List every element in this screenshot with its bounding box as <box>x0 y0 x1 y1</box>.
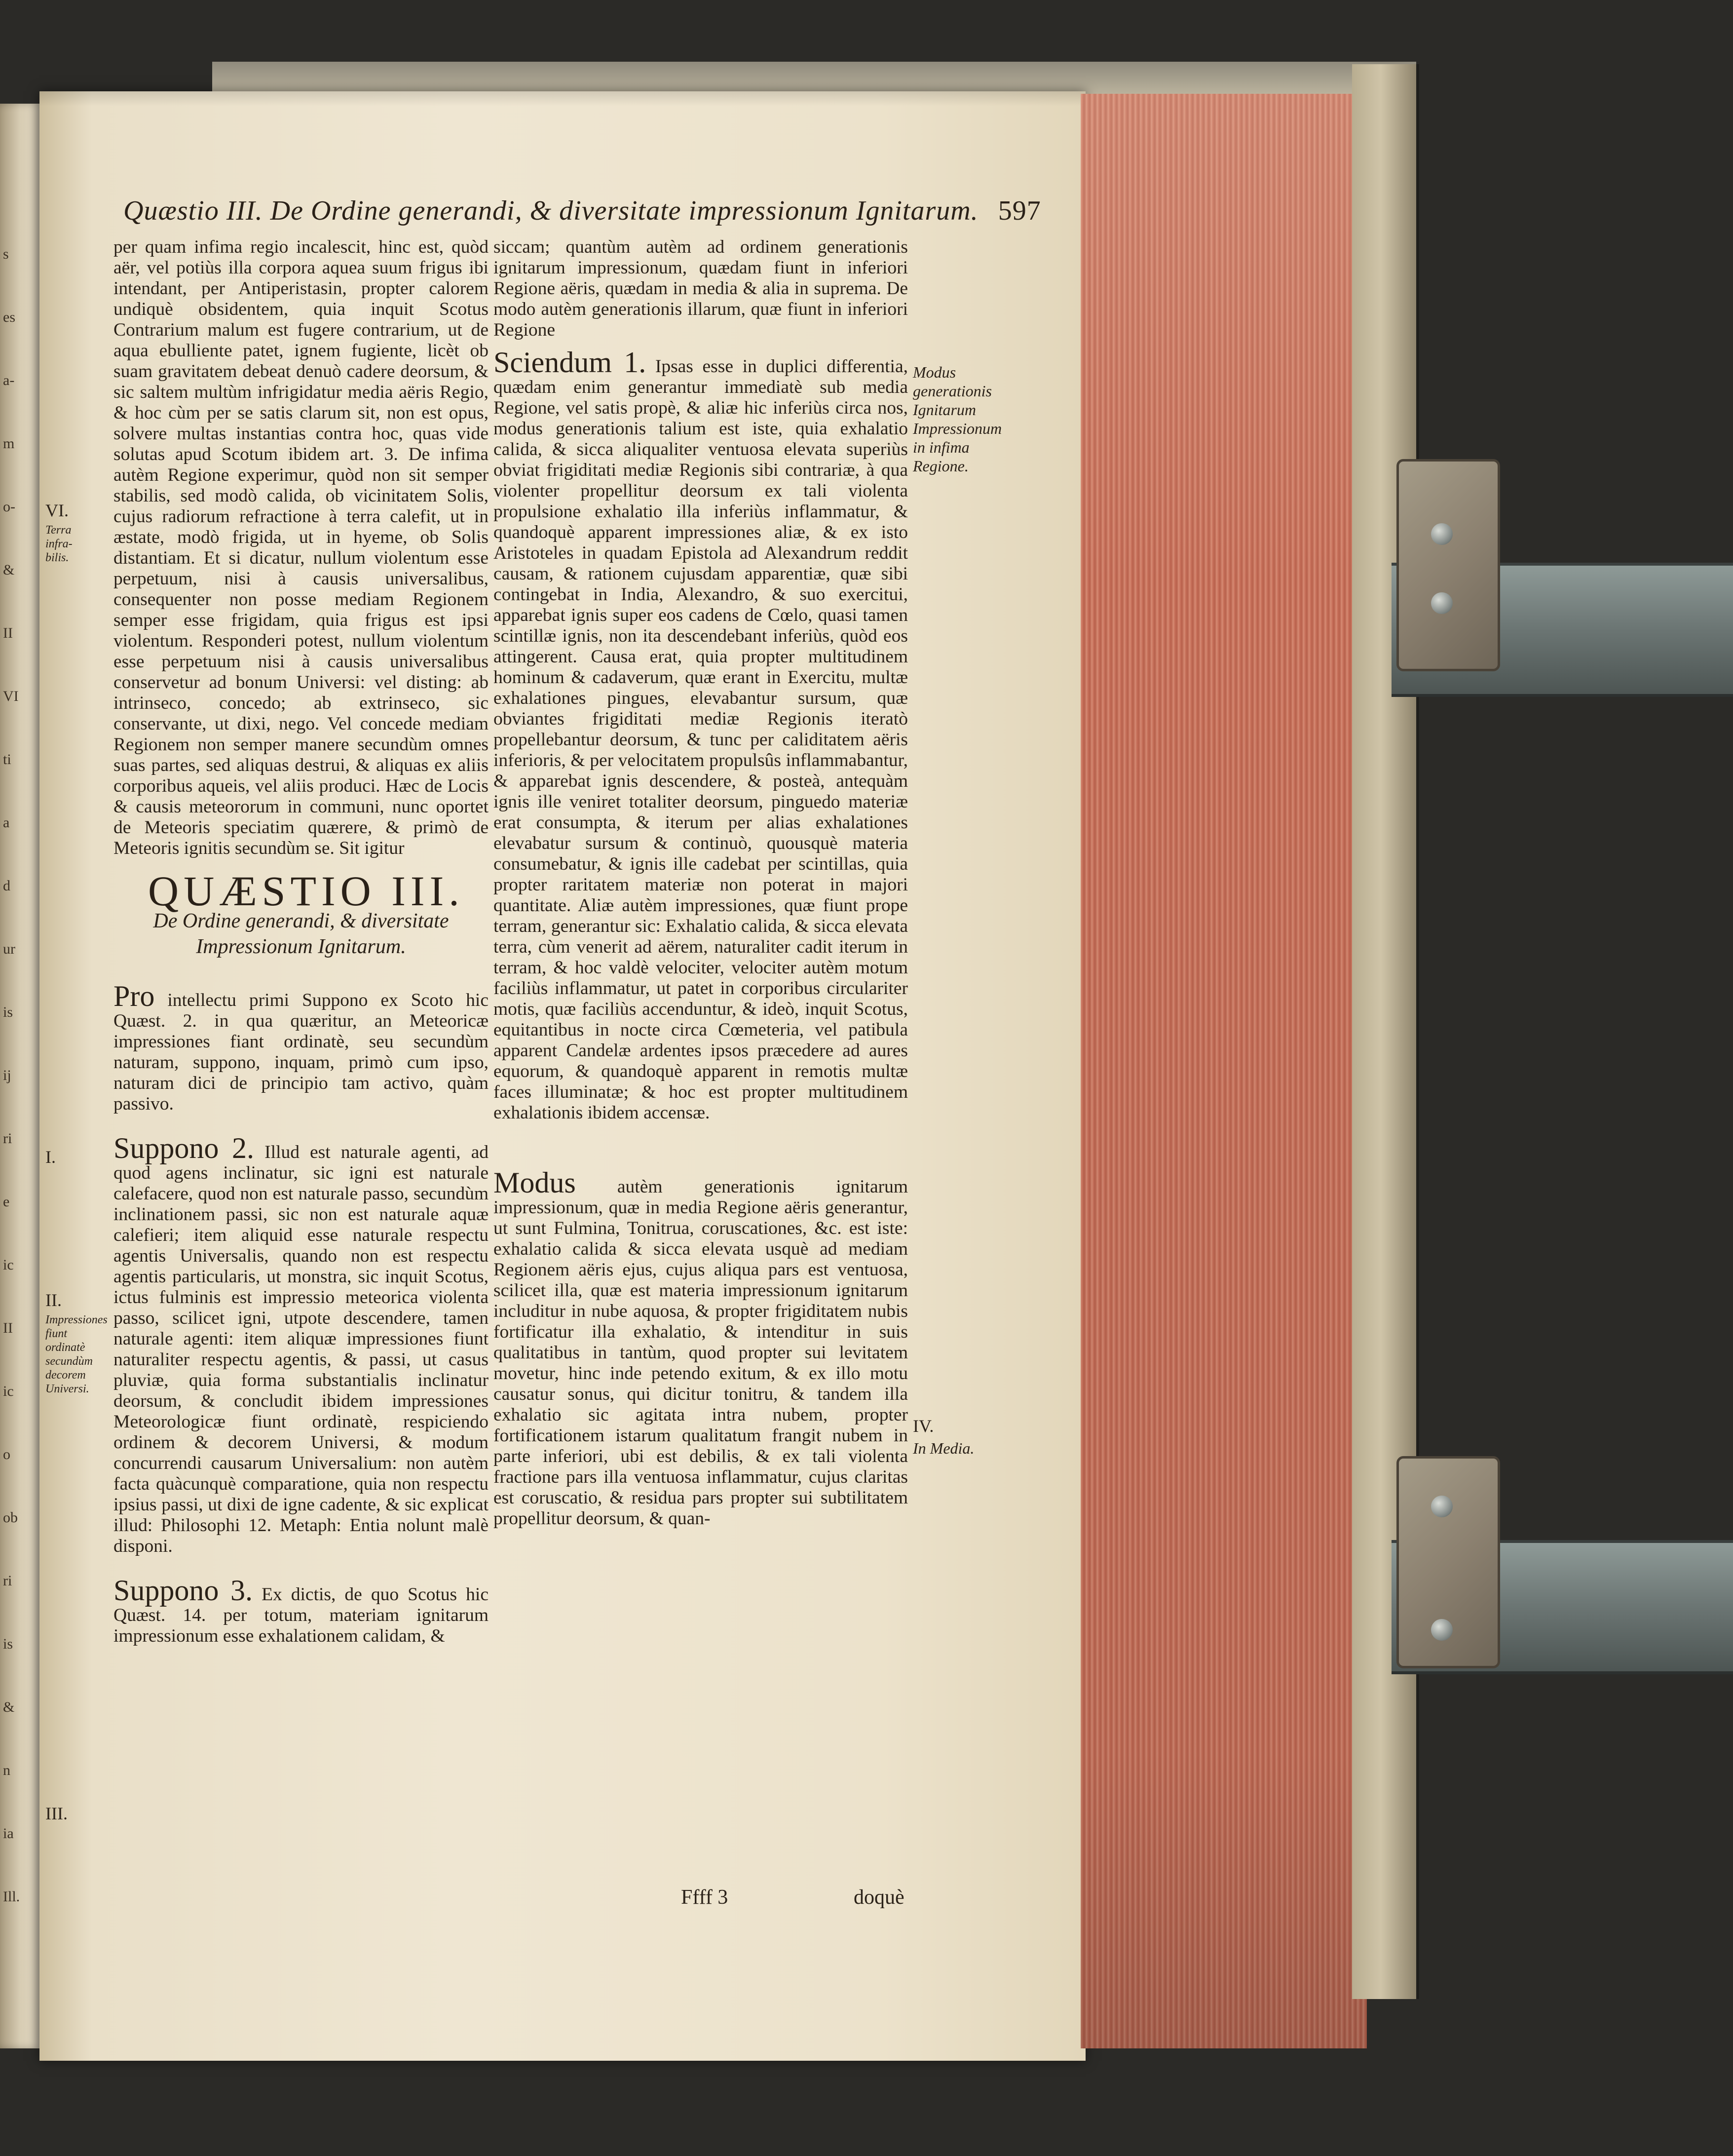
facing-page-fragment: a <box>3 814 10 831</box>
rivet-icon <box>1431 1619 1453 1641</box>
facing-page-fragment: es <box>3 309 15 325</box>
facing-page-fragment: d <box>3 878 10 894</box>
left-text-column <box>113 237 489 1647</box>
facing-page-fragment: a- <box>3 372 15 388</box>
facing-page-fragment: is <box>3 1636 13 1652</box>
initial-word: Sciendum 1. <box>493 346 646 379</box>
signature-mark: Ffff 3 <box>681 1886 728 1909</box>
facing-page-fragment: ic <box>3 1383 14 1399</box>
catchword: doquè <box>854 1886 904 1909</box>
paragraph <box>493 1168 908 1529</box>
facing-page-fragment: s <box>3 246 9 262</box>
margin-numeral: IV. <box>913 1416 934 1436</box>
paragraph-text: autèm generationis ignitarum impressionum, quæ in media Regione aëris generantur, ut sunt Fulmina, Tonitrua, coruscationes, &c. est iste: exhalatio calida & sicca elevata usquè ad mediam Regionem aëris ejus, cujus aliqua pars est ventuosa, scilicet illa, quæ est materia impressionum ignitarum includitur in nube aquosa, & propter frigiditatem nubis fortificatur illa exhalatio, & intenditur in suis qualitatibus in tantùm, quod propter sui levitatem movetur, hinc inde petendo exitum, & ex illo motu causatur sonus, qui dicitur tonitru, & tandem illa exhalatio sic agitata intra nubem, propter fortificationem istarum qualitatum frangit nubem in parte inferiori, ubi est debilis, & ex tali violenta fractione pars illa ventuosa inflammatur, cujus claritas est coruscatio, & residua pars propter sui subtilitatem propellitur deorsum, & quan- <box>493 1177 908 1529</box>
facing-page-fragment: II <box>3 625 13 641</box>
margin-numeral: II. <box>45 1290 62 1310</box>
paragraph: siccam; quantùm autèm ad ordinem generationis ignitarum impressionum, quædam fiunt in inferiori Regione aëris, quædam in media & alia in suprema. De modo autèm generationis illarum, quæ fiunt in inferiori Regione <box>493 237 908 340</box>
facing-page-fragment: Ill. <box>3 1888 20 1905</box>
facing-page-fragment: ob <box>3 1509 18 1526</box>
facing-page-fragment: ia <box>3 1825 14 1842</box>
paragraph <box>113 1576 489 1647</box>
paragraph <box>113 981 489 1115</box>
facing-page-fragment: o- <box>3 499 15 515</box>
rivet-icon <box>1431 523 1453 545</box>
initial-word: Pro <box>113 980 155 1012</box>
facing-page-fragment: e <box>3 1194 10 1210</box>
facing-page-fragment: ti <box>3 751 11 768</box>
running-title: Quæstio III. De Ordine generandi, & diversitate impressionum Ignitarum. <box>123 195 979 226</box>
paragraph-text: Illud est naturale agenti, ad quod agens inclinatur, sic igni est naturale calefacere, quod non est naturale passo, secundùm inclinationem passi, sic non est naturale aquæ calefieri; item aliquid esse naturale respectu agentis Universalis, quando non est respectu agentis particularis, ut monstra, sic inquit Scotus, ictus fulminis est impressio meteorica violenta passo, scilicet igni, utpote descendere, tamen naturale agenti: item aliquæ impressiones fiunt naturaliter respectu agentis, & passi, ut casus pluviæ, quia forma substantialis inclinatur deorsum, & concludit ibidem impressiones Meteorologicæ fiunt ordinatè, respiciendo ordinem & decorem Universi, & modum concurrendi causarum Universalium: non autèm facta quàcunquè comparatione, quia non respectu ipsius passi, ut dixi de igne cadente, & sic explicat illud: Philosophi 12. Metaph: Entia nolunt malè disponi. <box>113 1142 489 1556</box>
facing-page-fragment: ur <box>3 941 15 957</box>
paragraph-text: intellectu primi Suppono ex Scoto hic Quæst. 2. in qua quæritur, an Meteoricæ impressiones fiant ordinatè, seu secundùm naturam, suppono, inquam, primò cum ipso, naturam dici de principio tam activo, quàm passivo. <box>113 990 489 1114</box>
paragraph <box>113 1133 489 1557</box>
page-shadow <box>39 91 1086 106</box>
margin-numeral: III. <box>45 1804 68 1823</box>
rivet-icon <box>1431 1496 1453 1517</box>
paragraph: per quam infima regio incalescit, hinc est, quòd aër, vel potiùs illa corpora aquea suum frigus ibi intendant, per Antiperistasin, propter calorem undiquè obsidentem, quia inquit Scotus Contrarium malum est fugere contrarium, ut de aqua ebulliente patet, ignem fugiente, licèt ob suam gravitatem debeat denuò cadere deorsum, & sic saltem multùm infrigidatur media aëris Regio, & hoc cùm per se satis clarum sit, non est opus, solvere multas instantias contra hoc, quas vide solutas apud Scotum ibidem art. 3. De infima autèm Regione experimur, quòd non sit semper stabilis, sed modò calida, ob vicinitatem Solis, cujus radiorum refractione à terra calefit, ut in æstate, modò frigida, ut in hyeme, ob Solis distantiam. Et si dicatur, nullum violentum esse perpetuum, nisi à causis universalibus, consequenter non posse mediam Regionem semper esse frigidam, quia frigus est ipsi violentum. Responderi potest, nullum violentum esse perpetuum nisi à causis universalibus conservetur ad bonum Universi: vel disting: ab intrinseco, concedo; ab extrinseco, sic conservante, ut dixi, nego. Vel concede mediam Regionem non semper manere secundùm omnes suas partes, sed aliquas destrui, & aliquas ex aliis corporibus aqueis, vel aliis produci. Hæc de Locis & causis meteororum in communi, nunc oportet de Meteoris speciatim quærere, & primò de Meteoris ignitis secundùm se. Sit igitur <box>113 237 489 858</box>
margin-numeral: I. <box>45 1147 56 1167</box>
margin-note: Terra infra-bilis. <box>45 524 73 564</box>
facing-page-fragment: ic <box>3 1257 14 1273</box>
facing-page-fragment: II <box>3 1320 13 1336</box>
page-number: 597 <box>998 195 1041 226</box>
question-subtitle: De Ordine generandi, & diversitate Impressionum Ignitarum. <box>153 910 449 958</box>
facing-page-fragment: o <box>3 1446 10 1463</box>
margin-note: Modus generationis Ignitarum Impressionum in infima Regione. <box>913 363 1002 475</box>
right-text-column <box>493 237 908 1529</box>
facing-page-fragment: is <box>3 1004 13 1020</box>
facing-page-fragment: ri <box>3 1573 12 1589</box>
facing-page-edge <box>0 104 39 2048</box>
facing-page-fragment: VI <box>3 688 19 704</box>
paragraph-text: Ipsas esse in duplici differentia, quædam enim generantur immediatè sub media Regione, vel satis propè, & aliæ hic inferiùs circa nos, modus generationis talium est iste, quia exhalatio calida, & sicca aliqualiter ventuosa elevata superiùs obviat frigiditati mediæ Regionis sibi contrariæ, à qua violenter propellitur deorsum ex tali violenta propulsione exhalatio illa inferiùs inflammatur, & quandoquè apparent impressiones aliæ, & ex isto Aristoteles in quadam Epistola ad Alexandrum reddit causam, & rationem cujusdam apparentiæ, quæ sibi contingebat in India, Alexandro, & suo exercitui, apparebat ignis super eos cadens de Cœlo, quasi tamen scintillæ ignis, non ita descendebant inferiùs, quòd eos attingerent. Causa erat, quia propter multitudinem hominum & cadaverum, quæ erant in Exercitu, multæ exhalationes pingues, elevabantur sursum, quæ obviantes frigiditati mediæ Regionis iteratò propellebantur deorsum, & tunc per caliditatem aëris inferioris, & per velocitatem propulsûs inflammabantur, & apparebat ignis descendere, & posteà, antequàm ignis ille veniret totaliter deorsum, pinguedo materiæ erat consumpta, & iterum per alias exhalationes elevabatur sursum & continuò, quousquè materia consumebatur, & ignis ille cadebat per scintillas, quia propter raritatem materiæ non poterat in majori quantitate. Aliæ autèm impressiones, quæ fiunt prope terram, generantur sic: Exhalatio calida, & sicca elevata terra, cùm venerit ad aërem, naturaliter cadit iterum in terram, & hoc valdè velociter, velociter autèm motum faciliùs inflammatur, ut patet in corporibus circulariter motis, quæ faciliùs accenduntur, & ideò, inquit Scotus, equitantibus in nocte circa Cœmeteria, vel patibula apparent Candelæ ardentes ipsos præcedere ad aures equorum, & quandoquè apparent in remotis multæ faces illuminatæ; & hoc est propter multitudinem exhalationis ibidem accensæ. <box>493 356 908 1123</box>
initial-word: Modus <box>493 1166 576 1199</box>
facing-page-fragment: & <box>3 1699 15 1715</box>
initial-word: Suppono 3. <box>113 1574 253 1607</box>
initial-word: Suppono 2. <box>113 1132 255 1164</box>
question-title: QUÆSTIO III. <box>148 867 464 915</box>
margin-numeral: VI. <box>45 500 69 520</box>
margin-note: In Media. <box>913 1439 975 1457</box>
margin-note: Impressiones fiunt ordinatè secundùm decorem Universi. <box>45 1313 108 1395</box>
facing-page-fragment: m <box>3 435 15 452</box>
facing-page-fragment: n <box>3 1762 10 1778</box>
facing-page-fragment: ri <box>3 1130 12 1147</box>
facing-page-fragment: ij <box>3 1067 11 1083</box>
upper-clasp-plate <box>1396 459 1500 671</box>
rivet-icon <box>1431 592 1453 614</box>
facing-page-fragment: & <box>3 562 15 578</box>
running-header <box>123 195 1041 227</box>
paragraph-text: Ex dictis, de quo Scotus hic Quæst. 14. per totum, materiam ignitarum impressionum esse exhalationem calidam, & <box>113 1584 489 1646</box>
book-cover-edge <box>1352 64 1419 1999</box>
red-page-edges <box>1081 94 1367 2048</box>
paragraph <box>493 347 908 1123</box>
